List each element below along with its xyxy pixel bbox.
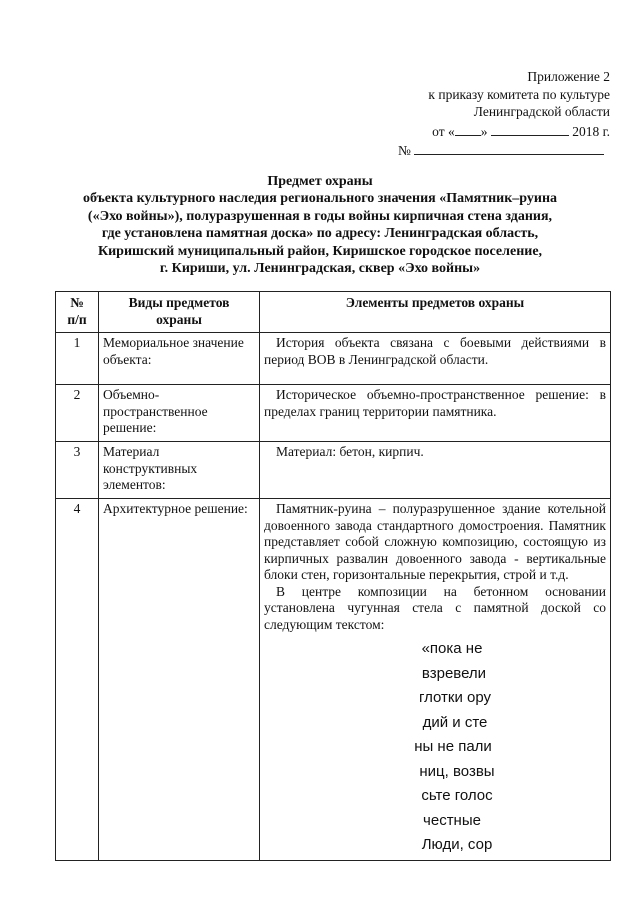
row-num: 2 [56, 385, 99, 442]
date-sep: » [480, 123, 488, 139]
title-line-6: г. Кириши, ул. Ленинградская, сквер «Эхо войны» [159, 261, 481, 277]
date-year: 2018 г. [572, 123, 610, 139]
plaque-line: «пока не [421, 640, 483, 657]
row-elements: Материал: бетон, кирпич. [260, 442, 611, 499]
row-kind: Мемориальное значение объекта: [99, 333, 260, 385]
document-title [60, 173, 580, 277]
title-line-5: Киришский муниципальный район, Киришское городское поселение, [97, 243, 543, 259]
date-day-handwritten [455, 121, 481, 136]
protection-subjects-table [55, 291, 611, 861]
plaque-line: взревели [421, 664, 487, 682]
header-kind: Виды предметов охраны [99, 292, 260, 333]
row-kind: Архитектурное решение: [99, 499, 260, 861]
appendix-header [398, 68, 610, 160]
row-kind: Объемно-пространственное решение: [99, 385, 260, 442]
title-line-4: где установлена памятная доска» по адресу: Ленинградская область, [101, 226, 539, 242]
table-row [56, 442, 611, 499]
row-elements [260, 499, 611, 861]
plaque-line: ниц, возвы [419, 762, 495, 780]
appendix-committee-region: Ленинградской области [473, 104, 610, 119]
plaque-line: ны не пали [414, 738, 492, 755]
table-row [56, 333, 611, 385]
table-row [56, 499, 611, 861]
plaque-line: дий и сте [422, 713, 488, 731]
plaque-line: Люди, сор [421, 836, 493, 853]
row-num: 3 [56, 442, 99, 499]
row-num: 1 [56, 333, 99, 385]
header-elements: Элементы предметов охраны [260, 292, 611, 333]
table-header-row [56, 292, 611, 333]
stela-description: В центре композиции на бетонном основании установлена чугунная стела с памятной доской со следующим текстом: [264, 583, 606, 632]
plaque-line: сьте голос [421, 787, 493, 804]
date-prefix: от « [432, 123, 455, 139]
architecture-description: Памятник-руина – полуразрушенное здание котельной довоенного завода стандартного домостроения. Памятник представляет собой сложную композицию, состоящую из кирпичных развалин довоенного завода - вертикальные блоки стен, горизонтальные перекрытия, строй и т.д. [264, 501, 606, 582]
memorial-plaque-text [264, 637, 606, 858]
title-line-2: объекта культурного наследия регионального значения «Памятник–руина [82, 191, 558, 207]
order-date-line [398, 121, 610, 141]
row-elements: Историческое объемно-пространственное решение: в пределах границ территории памятника. [260, 385, 611, 442]
row-kind: Материал конструктивных элементов: [99, 442, 260, 499]
header-num: № п/п [56, 292, 99, 333]
appendix-order-ref: к приказу комитета по культуре [428, 86, 610, 102]
appendix-title: Приложение 2 [527, 69, 610, 84]
plaque-line: глотки ору [418, 689, 492, 706]
order-number-line [398, 140, 610, 160]
plaque-line: честные [423, 811, 481, 829]
number-prefix: № [398, 143, 411, 158]
date-month-handwritten [491, 121, 569, 136]
row-elements: История объекта связана с боевыми действиями в период ВОВ в Ленинградской области. [260, 333, 611, 385]
title-line-1: Предмет охраны [267, 174, 373, 189]
row-num: 4 [56, 499, 99, 861]
title-line-3: («Эхо войны»), полуразрушенная в годы войны кирпичная стена здания, [87, 208, 553, 224]
order-number-handwritten [414, 140, 604, 155]
table-row [56, 385, 611, 442]
